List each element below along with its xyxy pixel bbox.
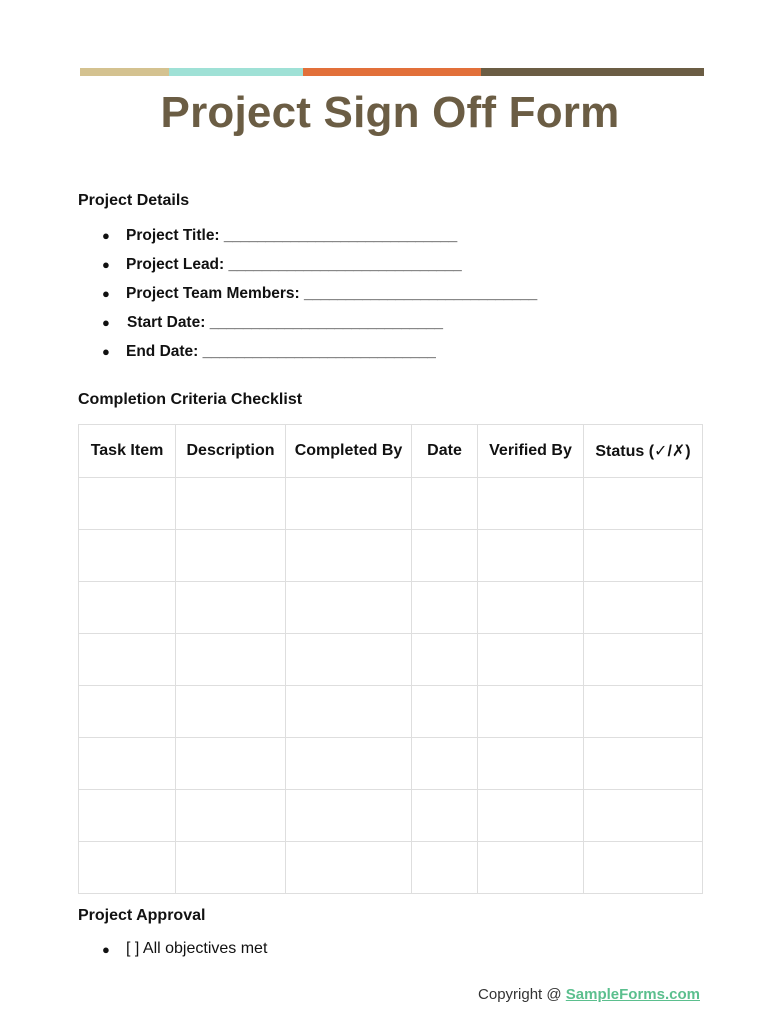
table-row xyxy=(79,634,703,686)
table-cell[interactable] xyxy=(286,530,412,582)
page-title: Project Sign Off Form xyxy=(160,88,620,137)
table-cell[interactable] xyxy=(478,686,584,738)
field-end-date xyxy=(78,342,537,371)
table-cell[interactable] xyxy=(584,842,703,894)
table-cell[interactable] xyxy=(286,738,412,790)
blank-fill-line[interactable]: ____________________________ xyxy=(304,285,538,302)
footer-brand-link[interactable]: SampleForms.com xyxy=(565,986,700,1003)
table-cell[interactable] xyxy=(584,634,703,686)
table-cell[interactable] xyxy=(176,582,286,634)
table-cell[interactable] xyxy=(286,582,412,634)
table-cell[interactable] xyxy=(176,790,286,842)
blank-fill-line[interactable]: ____________________________ xyxy=(202,343,436,360)
field-label: End Date: xyxy=(126,343,199,360)
column-header-completed-by: Completed By xyxy=(286,425,412,478)
field-project-team-members xyxy=(78,284,537,313)
table-cell[interactable] xyxy=(412,842,478,894)
table-cell[interactable] xyxy=(478,790,584,842)
table-cell[interactable] xyxy=(584,686,703,738)
blank-fill-line[interactable]: ____________________________ xyxy=(228,256,462,273)
column-header-description: Description xyxy=(176,425,286,478)
table-row xyxy=(79,842,703,894)
table-cell[interactable] xyxy=(478,634,584,686)
table-cell[interactable] xyxy=(478,478,584,530)
bullet-icon: ● xyxy=(102,942,110,957)
checklist-body xyxy=(79,478,703,894)
table-cell[interactable] xyxy=(79,582,176,634)
table-cell[interactable] xyxy=(478,530,584,582)
completion-checklist-table xyxy=(78,424,703,894)
approval-item[interactable] xyxy=(78,940,267,959)
table-cell[interactable] xyxy=(176,478,286,530)
table-cell[interactable] xyxy=(79,686,176,738)
table-cell[interactable] xyxy=(478,738,584,790)
approval-item-label: [ ] All objectives met xyxy=(126,940,268,957)
color-bar-segment xyxy=(169,68,303,76)
section-heading-project-details: Project Details xyxy=(78,192,190,209)
table-cell[interactable] xyxy=(176,530,286,582)
blank-fill-line[interactable]: ____________________________ xyxy=(223,227,457,244)
bullet-icon: ● xyxy=(102,286,110,301)
bullet-icon: ● xyxy=(102,344,110,359)
table-cell[interactable] xyxy=(584,530,703,582)
field-project-title xyxy=(78,226,537,255)
table-cell[interactable] xyxy=(286,790,412,842)
table-cell[interactable] xyxy=(176,634,286,686)
table-cell[interactable] xyxy=(412,686,478,738)
bullet-icon: ● xyxy=(102,257,110,272)
color-bar-segment xyxy=(481,68,704,76)
table-cell[interactable] xyxy=(584,478,703,530)
footer-copyright xyxy=(478,986,700,1003)
table-cell[interactable] xyxy=(176,738,286,790)
table-cell[interactable] xyxy=(286,686,412,738)
table-cell[interactable] xyxy=(412,738,478,790)
bullet-icon: ● xyxy=(102,228,110,243)
section-heading-checklist: Completion Criteria Checklist xyxy=(78,391,303,408)
table-row xyxy=(79,686,703,738)
column-header-verified-by: Verified By xyxy=(478,425,584,478)
table-cell[interactable] xyxy=(584,790,703,842)
color-bar-segment xyxy=(303,68,481,76)
table-row xyxy=(79,530,703,582)
table-cell[interactable] xyxy=(286,634,412,686)
project-details-list xyxy=(78,226,537,371)
approval-list xyxy=(78,940,267,959)
table-cell[interactable] xyxy=(412,634,478,686)
table-cell[interactable] xyxy=(412,530,478,582)
footer-copyright-text: Copyright @ xyxy=(478,986,566,1003)
table-cell[interactable] xyxy=(176,686,286,738)
table-cell[interactable] xyxy=(478,582,584,634)
table-cell[interactable] xyxy=(412,582,478,634)
table-cell[interactable] xyxy=(286,478,412,530)
field-label: Start Date: xyxy=(127,314,206,331)
table-cell[interactable] xyxy=(478,842,584,894)
table-cell[interactable] xyxy=(79,790,176,842)
table-cell[interactable] xyxy=(584,582,703,634)
table-cell[interactable] xyxy=(584,738,703,790)
table-cell[interactable] xyxy=(79,738,176,790)
table-cell[interactable] xyxy=(79,842,176,894)
field-label: Project Team Members: xyxy=(126,285,300,302)
bullet-icon: ● xyxy=(102,315,110,330)
table-cell[interactable] xyxy=(79,478,176,530)
field-label: Project Lead: xyxy=(126,256,225,273)
table-cell[interactable] xyxy=(286,842,412,894)
field-project-lead xyxy=(78,255,537,284)
column-header-task-item: Task Item xyxy=(79,425,176,478)
decorative-color-bar xyxy=(80,68,704,76)
table-cell[interactable] xyxy=(79,634,176,686)
table-header-row xyxy=(79,425,703,478)
table-cell[interactable] xyxy=(79,530,176,582)
table-row xyxy=(79,582,703,634)
column-header-date: Date xyxy=(412,425,478,478)
table-cell[interactable] xyxy=(176,842,286,894)
column-header-status: Status (✓/✗) xyxy=(584,425,703,478)
color-bar-segment xyxy=(80,68,169,76)
table-row xyxy=(79,738,703,790)
section-heading-project-approval: Project Approval xyxy=(78,907,206,924)
blank-fill-line[interactable]: ____________________________ xyxy=(209,314,443,331)
table-row xyxy=(79,790,703,842)
table-cell[interactable] xyxy=(412,478,478,530)
field-start-date xyxy=(78,313,537,342)
table-row xyxy=(79,478,703,530)
table-cell[interactable] xyxy=(412,790,478,842)
field-label: Project Title: xyxy=(126,227,220,244)
